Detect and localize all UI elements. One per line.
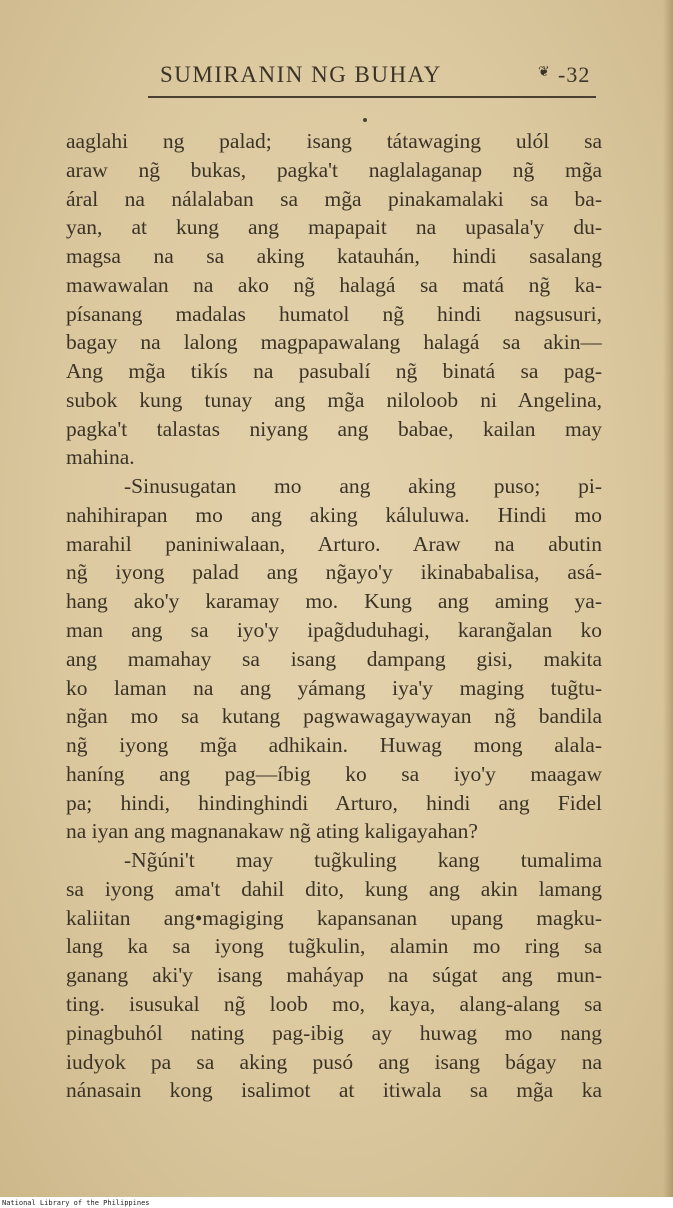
text-line: araw ng̃ bukas, pagka't naglalaganap ng̃ mg̃a — [66, 157, 602, 182]
text-line: pagka't talastas niyang ang babae, kailan may — [66, 416, 602, 441]
text-line: ting. isusukal ng̃ loob mo, kaya, alang-alang sa — [66, 991, 602, 1016]
text-line: ganang aki'y isang maháyap na súgat ang mun- — [66, 963, 602, 988]
text-line: lang ka sa iyong tug̃kulin, alamin mo ring sa — [66, 934, 602, 959]
paragraph-end-line: mahina. — [66, 445, 135, 470]
header-rule — [148, 96, 596, 98]
library-credit: National Library of the Philippines — [2, 1199, 150, 1207]
ink-dot — [363, 118, 367, 122]
text-line: bagay na lalong magpapawalang halagá sa akin— — [66, 330, 602, 355]
text-line: hang ako'y karamay mo. Kung ang aming ya- — [66, 589, 602, 614]
text-line: ang mamahay sa isang dampang gisi, makita — [66, 646, 602, 671]
text-line: mawawalan na ako ng̃ halagá sa matá ng̃ ka- — [66, 272, 602, 297]
text-line: ng̃ iyong mg̃a adhikain. Huwag mong alala- — [66, 733, 602, 758]
fleuron-ornament-icon: ❦ — [538, 65, 550, 80]
text-line: iudyok pa sa aking pusó ang isang bágay na — [66, 1049, 602, 1074]
text-line: kaliitan ang•magiging kapansanan upang magku- — [66, 905, 602, 930]
text-line: magsa na sa aking katauhán, hindi sasalang — [66, 244, 602, 269]
body-text — [66, 127, 602, 1105]
text-line: man ang sa iyo'y ipag̃duduhagi, karang̃alan ko — [66, 618, 602, 643]
text-line: haníng ang pag—íbig ko sa iyo'y maagaw — [66, 761, 602, 786]
running-title: SUMIRANIN NG BUHAY — [160, 62, 442, 87]
paragraph-end-line: na iyan ang magnanakaw ng̃ ating kaligayahan? — [66, 819, 478, 844]
text-line: písanang madalas humatol ng̃ hindi nagsusuri, — [66, 301, 602, 326]
page-edge-shadow — [663, 0, 673, 1197]
text-line: yan, at kung ang mapapait na upasala'y du- — [66, 215, 602, 240]
text-line: nahihirapan mo ang aking káluluwa. Hindi mo — [66, 502, 602, 527]
running-header — [160, 58, 590, 94]
text-line: marahil paniniwalaan, Arturo. Araw na abutin — [66, 531, 602, 556]
text-line: pinagbuhól nating pag-ibig ay huwag mo nang — [66, 1020, 602, 1045]
text-line: subok kung tunay ang mg̃a niloloob ni Angelina, — [66, 387, 602, 412]
text-line: sa iyong ama't dahil dito, kung ang akin lamang — [66, 876, 602, 901]
text-line: ng̃ iyong palad ang ng̃ayo'y ikinababalisa, asá- — [66, 560, 602, 585]
page-number: -32 — [558, 62, 591, 87]
text-line: pa; hindi, hindinghindi Arturo, hindi ang Fidel — [66, 790, 602, 815]
text-line: ng̃an mo sa kutang pagwawagaywayan ng̃ bandila — [66, 704, 602, 729]
text-line: áral na nálalaban sa mg̃a pinakamalaki sa ba- — [66, 186, 602, 211]
paragraph-start-line: -Ng̃úni't may tug̃kuling kang tumalima — [124, 848, 602, 873]
text-line: nánasain kong isalimot at itiwala sa mg̃a ka — [66, 1078, 602, 1103]
text-line: aaglahi ng palad; isang tátawaging ulól sa — [66, 129, 602, 153]
text-line: Ang mg̃a tikís na pasubalí ng̃ binatá sa pag- — [66, 359, 602, 384]
paragraph-start-line: -Sinusugatan mo ang aking puso; pi- — [124, 474, 602, 499]
text-line: ko laman na ang yámang iya'y maging tug̃tu- — [66, 675, 602, 700]
